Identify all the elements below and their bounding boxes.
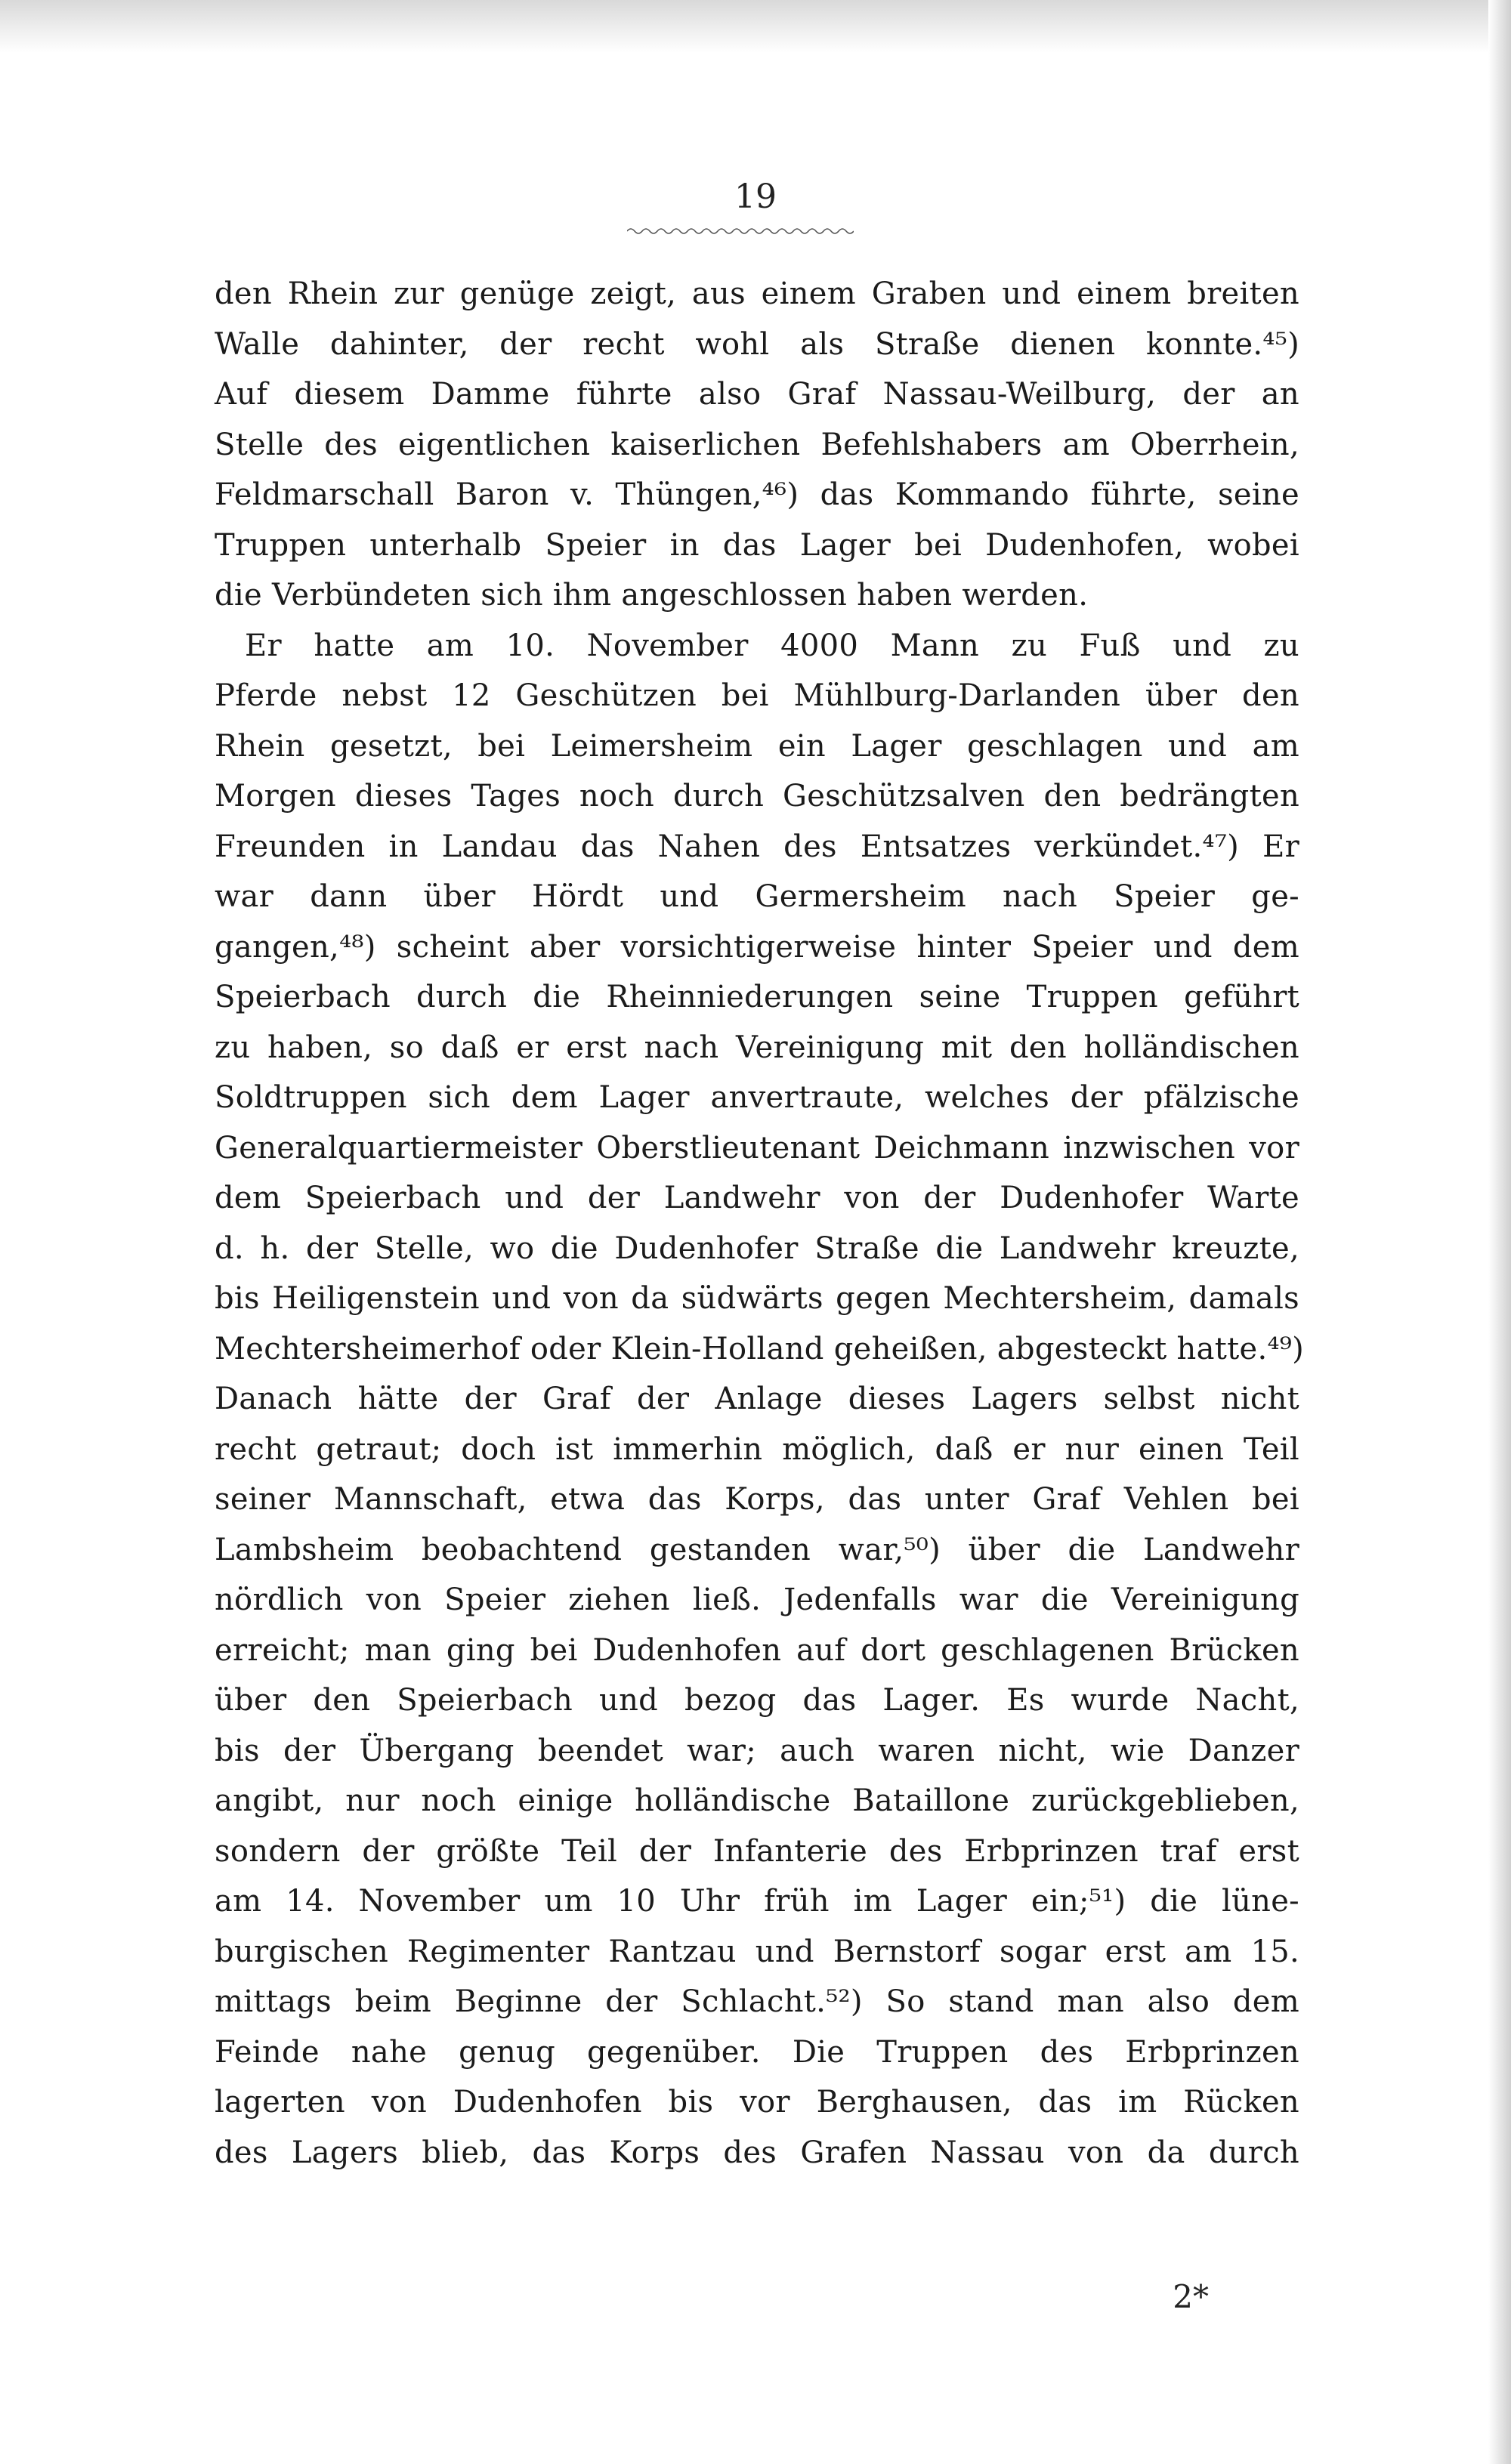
scan-shadow-right (1488, 0, 1511, 2464)
text-line: nördlich von Speier ziehen ließ. Jedenfalls war die Vereinigung (215, 1582, 1299, 1617)
text-line: Danach hätte der Graf der Anlage dieses Lagers selbst nicht (215, 1382, 1299, 1416)
text-line: sondern der größte Teil der Infanterie des Erbprinzen traf erst (215, 1833, 1299, 1869)
text-line: Mechtersheimerhof oder Klein-Holland geheißen, abgesteckt hatte.⁴⁹) (215, 1331, 1305, 1366)
text-line: Er hatte am 10. November 4000 Mann zu Fuß und zu (245, 628, 1299, 663)
text-line: Walle dahinter, der recht wohl als Straße dienen konnte.⁴⁵) (215, 326, 1299, 362)
scan-shadow-top (0, 0, 1511, 53)
text-line: war dann über Hördt und Germersheim nach Speier ge- (215, 879, 1299, 914)
page-number: 19 (734, 178, 777, 216)
text-line: recht getraut; doch ist immerhin möglich, daß er nur einen Teil (215, 1431, 1299, 1467)
text-line: erreicht; man ging bei Dudenhofen auf dort geschlagenen Brücken (215, 1632, 1299, 1668)
text-line: des Lagers blieb, das Korps des Grafen Nassau von da durch (215, 2135, 1299, 2170)
text-line: Pferde nebst 12 Geschützen bei Mühlburg-Darlanden über den (215, 678, 1299, 713)
text-line: bis Heiligenstein und von da südwärts gegen Mechtersheim, damals (215, 1281, 1299, 1316)
text-line: Speierbach durch die Rheinniederungen seine Truppen geführt (215, 980, 1299, 1014)
text-line: Truppen unterhalb Speier in das Lager bei Dudenhofen, wobei (215, 527, 1299, 563)
text-line: Auf diesem Damme führte also Graf Nassau-Weilburg, der an (215, 377, 1299, 412)
text-line: seiner Mannschaft, etwa das Korps, das unter Graf Vehlen bei (215, 1482, 1299, 1517)
text-line: Morgen dieses Tages noch durch Geschützsalven den bedrängten (215, 779, 1299, 814)
text-line: Feldmarschall Baron v. Thüngen,⁴⁶) das Kommando führte, seine (215, 477, 1299, 512)
text-line: Lambsheim beobachtend gestanden war,⁵⁰) über die Landwehr (215, 1532, 1299, 1567)
text-line: am 14. November um 10 Uhr früh im Lager ein;⁵¹) die lüne- (215, 1884, 1299, 1919)
text-line: Generalquartiermeister Oberstlieutenant Deichmann inzwischen vor (215, 1130, 1299, 1166)
decorative-rule (627, 227, 854, 236)
text-line: gangen,⁴⁸) scheint aber vorsichtigerweise hinter Speier und dem (215, 929, 1299, 965)
text-line: über den Speierbach und bezog das Lager. Es wurde Nacht, (215, 1683, 1299, 1718)
text-line: Rhein gesetzt, bei Leimersheim ein Lager geschlagen und am (215, 728, 1299, 764)
text-line: zu haben, so daß er erst nach Vereinigung mit den holländischen (215, 1030, 1299, 1065)
text-line: Stelle des eigentlichen kaiserlichen Befehlshabers am Oberrhein, (215, 427, 1299, 462)
text-line: bis der Übergang beendet war; auch waren nicht, wie Danzer (215, 1733, 1299, 1768)
sheet-signature-mark: 2* (1173, 2278, 1209, 2315)
text-line: Soldtruppen sich dem Lager anvertraute, welches der pfälzische (215, 1080, 1299, 1115)
text-line: den Rhein zur genüge zeigt, aus einem Graben und einem breiten (215, 276, 1299, 311)
text-line: Freunden in Landau das Nahen des Entsatzes verkündet.⁴⁷) Er (215, 829, 1299, 864)
body-text (215, 269, 1305, 2178)
text-line: die Verbündeten sich ihm angeschlossen haben werden. (215, 578, 1089, 613)
text-line: Feinde nahe genug gegenüber. Die Truppen des Erbprinzen (215, 2034, 1299, 2070)
text-line: mittags beim Beginne der Schlacht.⁵²) So stand man also dem (215, 1984, 1299, 2019)
text-line: burgischen Regimenter Rantzau und Bernstorf sogar erst am 15. (215, 1934, 1299, 1969)
text-line: angibt, nur noch einige holländische Bataillone zurückgeblieben, (215, 1783, 1299, 1818)
text-line: d. h. der Stelle, wo die Dudenhofer Straße die Landwehr kreuzte, (215, 1230, 1299, 1266)
text-line: lagerten von Dudenhofen bis vor Berghausen, das im Rücken (215, 2085, 1299, 2120)
text-line: dem Speierbach und der Landwehr von der Dudenhofer Warte (215, 1181, 1299, 1215)
